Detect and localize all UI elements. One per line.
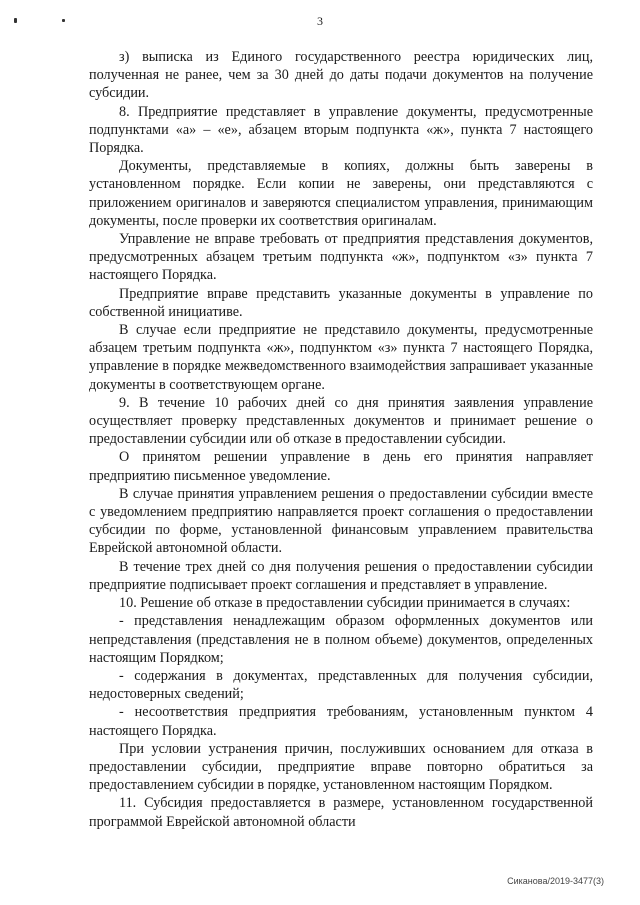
paragraph-reapply: При условии устранения причин, послуживших основанием для отказа в предоставлении субсидии, предприятие вправе повторно обратиться за предоставлением субсидии в порядке, установленном настоящим Порядком. (89, 740, 593, 794)
paragraph-management-cannot-require: Управление не вправе требовать от предприятия представления документов, предусмотренных абзацем третьим подпункта «ж», подпунктом «з» пункта 7 настоящего Порядка. (89, 231, 593, 284)
paragraph-8: 8. Предприятие представляет в управление документы, предусмотренные подпунктами «а» – «е», абзацем вторым подпункта «ж», пункта 7 настоящего Порядка. (89, 103, 593, 157)
page-number: 3 (317, 14, 323, 28)
paragraph-9: 9. В течение 10 рабочих дней со дня принятия заявления управление осуществляет проверку представленных документов и принимает решение о предоставлении субсидии или об отказе в предоставлении субсидии. (89, 394, 593, 448)
document-body (89, 48, 593, 831)
paragraph-notification: О принятом решении управление в день его принятия направляет предприятию письменное уведомление. (89, 449, 593, 484)
paragraph-11: 11. Субсидия предоставляется в размере, установленном государственной программой Еврейской автономной области (89, 795, 593, 830)
footer-reference: Сиканова/2019-3477(3) (507, 876, 604, 886)
paragraph-10: 10. Решение об отказе в предоставлении субсидии принимается в случаях: (119, 595, 571, 612)
paragraph-interagency-request: В случае если предприятие не представило документы, предусмотренные абзацем третьим подпункта «ж», подпунктом «з» пункта 7 настоящего Порядка, управление в порядке межведомственного взаимодействия запрашивает указанные документы в соответствующем органе. (89, 322, 593, 393)
list-item-noncompliance: - несоответствия предприятия требованиям, установленным пунктом 4 настоящего Порядка. (89, 704, 593, 739)
paragraph-three-days: В течение трех дней со дня получения решения о предоставлении субсидии предприятие подписывает проект соглашения и представляет в управление. (89, 558, 593, 593)
list-item-false-information: - содержания в документах, представленных для получения субсидии, недостоверных сведений; (89, 667, 593, 703)
paragraph-own-initiative: Предприятие вправе представить указанные документы в управление по собственной инициативе. (89, 285, 593, 320)
paragraph-z-extract: з) выписка из Единого государственного реестра юридических лиц, полученная не ранее, чем за 30 дней до даты подачи документов на получение субсидии. (89, 49, 593, 102)
list-item-improper-documents: - представления ненадлежащим образом оформленных документов или непредставления (представления не в полном объеме) документов, определенных настоящим Порядком; (89, 613, 593, 666)
paragraph-copies: Документы, представляемые в копиях, должны быть заверены в установленном порядке. Если копии не заверены, они представляются с приложением оригиналов и заверяются специалистом управления, принимающим документы, после проверки их соответствия оригиналам. (89, 158, 593, 229)
paragraph-draft-agreement: В случае принятия управлением решения о предоставлении субсидии вместе с уведомлением предприятию направляется проект соглашения о предоставлении субсидии по форме, установленной финансовым управлением правительства Еврейской автономной области. (89, 485, 593, 557)
